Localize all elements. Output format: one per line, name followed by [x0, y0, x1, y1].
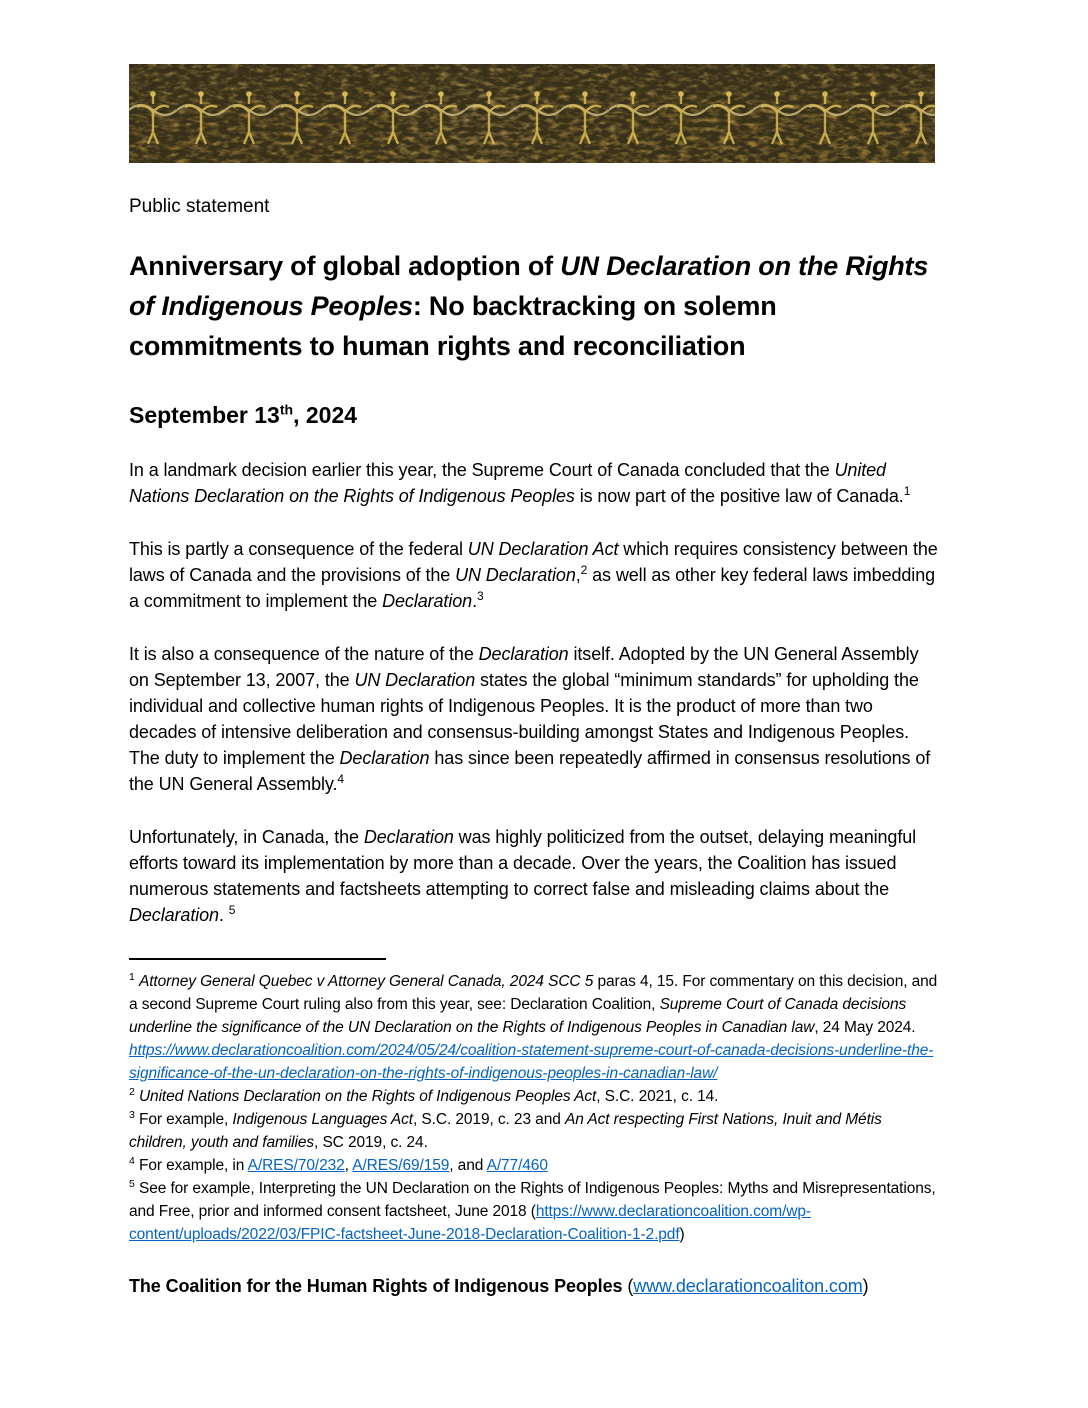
text-run: UN Declaration [455, 565, 576, 585]
text-run: This is partly a consequence of the federal [129, 539, 468, 559]
footnote-5 [129, 1177, 943, 1246]
text-run: It is also a consequence of the nature of the [129, 644, 479, 664]
superscript-reference: 2 [129, 1085, 135, 1098]
text-run: Indigenous Languages Act [232, 1111, 414, 1128]
text-run: United Nations Declaration on the Rights of Indigenous Peoples Act [138, 1088, 597, 1105]
footnote-4 [129, 1154, 943, 1177]
text-run: Declaration [129, 905, 219, 925]
hyperlink[interactable]: A/77/460 [486, 1157, 548, 1174]
text-run: , 24 May 2024. [814, 1019, 916, 1036]
text-run: Declaration [339, 748, 430, 768]
text-run: ( [622, 1276, 634, 1296]
text-run: itself. Adopted by the UN General Assembly on September 13, 2007, the [129, 644, 919, 690]
text-run: September 13 [129, 402, 280, 428]
text-run: For example, [134, 1111, 233, 1128]
text-run: Declaration [363, 827, 454, 847]
body-paragraph-2 [129, 536, 943, 614]
superscript-reference: 3 [476, 589, 484, 603]
footnote-separator [129, 958, 386, 960]
superscript-reference: 5 [228, 903, 236, 917]
text-run: paras 4, 15. For commentary on this decision, and a second Supreme Court ruling also from this year, see: Declaration Coalition, [129, 973, 938, 1013]
text-run: ) [679, 1226, 685, 1243]
body-paragraph-3 [129, 641, 943, 797]
text-run: Unfortunately, in Canada, the [129, 827, 364, 847]
superscript-reference: 4 [337, 772, 344, 786]
text-run: Attorney General Quebec v Attorney General Canada, 2024 SCC 5 [138, 973, 594, 990]
superscript-reference: 3 [129, 1108, 135, 1121]
superscript-reference: 4 [129, 1154, 135, 1167]
text-run: , S.C. 2021, c. 14. [596, 1088, 719, 1105]
text-run: . [472, 591, 477, 611]
text-run: , SC 2019, c. 24. [314, 1134, 428, 1151]
text-run: An Act respecting First Nations, Inuit and Métis children, youth and families [129, 1111, 882, 1151]
text-run: : No backtracking on solemn commitments to human rights and reconciliation [129, 291, 777, 361]
superscript-reference: 1 [903, 484, 911, 498]
text-run: UN Declaration on the Rights of Indigenous Peoples [129, 251, 929, 321]
text-run: , and [449, 1157, 487, 1174]
hyperlink[interactable]: https://www.declarationcoalition.com/wp-content/uploads/2022/03/FPIC-factsheet-June-2018-Declaration-Coalition-1-2.pdf [129, 1203, 811, 1243]
text-run: The Coalition for the Human Rights of Indigenous Peoples [129, 1276, 623, 1296]
text-run: Anniversary of global adoption of [129, 251, 561, 281]
text-run: is now part of the positive law of Canada. [574, 486, 904, 506]
superscript-reference: 1 [129, 970, 135, 983]
footnotes-section [129, 958, 943, 1246]
text-run: as well as other key federal laws imbedding a commitment to implement the [129, 565, 936, 611]
footnote-1 [129, 970, 943, 1085]
document-body [129, 194, 943, 1299]
kicker: Public statement [129, 196, 270, 217]
hyperlink[interactable]: A/RES/69/159 [352, 1157, 450, 1174]
text-run: which requires consistency between the laws of Canada and the provisions of the [129, 539, 938, 585]
banner-image [129, 64, 935, 163]
footnote-3 [129, 1108, 943, 1154]
text-run: For example, in [134, 1157, 248, 1174]
text-run: , 2024 [293, 402, 358, 428]
footer-line [129, 1273, 943, 1299]
superscript-reference: th [279, 401, 294, 418]
hyperlink[interactable]: www.declarationcoaliton.com [633, 1276, 863, 1296]
text-run: was highly politicized from the outset, delaying meaningful efforts toward its implementation by more than a decade. Over the years, the Coalition has issued numerous statements and factsheets attempting to correct false and misleading claims about the [129, 827, 917, 899]
text-run: United Nations Declaration on the Rights of Indigenous Peoples [129, 460, 886, 506]
footnote-2 [129, 1085, 943, 1108]
document-title [129, 246, 943, 366]
text-run: states the global “minimum standards” for upholding the individual and collective human rights of Indigenous Peoples. It is the product of more than two decades of intensive deliberation and consensus-building amongst States and Indigenous Peoples. The duty to implement the [129, 670, 919, 768]
text-run: UN Declaration [354, 670, 476, 690]
superscript-reference: 5 [129, 1177, 135, 1190]
date-heading [129, 400, 943, 430]
text-run: UN Declaration Act [467, 539, 619, 559]
body-paragraph-4 [129, 824, 943, 928]
text-run: Declaration [478, 644, 569, 664]
text-run: ) [862, 1276, 869, 1296]
hyperlink[interactable]: A/RES/70/232 [247, 1157, 345, 1174]
body-paragraph-1 [129, 457, 943, 509]
hyperlink[interactable]: https://www.declarationcoalition.com/2024/05/24/coalition-statement-supreme-court-of-canada-decisions-underline-the-significance-of-the-un-declaration-on-the-rights-of-indigenous-peoples-in-canadian-law/ [129, 1042, 934, 1082]
text-run: Supreme Court of Canada decisions underline the significance of the UN Declaration on the Rights of Indigenous Peoples in Canadian law [129, 996, 907, 1036]
text-run: , S.C. 2019, c. 23 and [413, 1111, 565, 1128]
text-run: Declaration [382, 591, 473, 611]
text-run: In a landmark decision earlier this year, the Supreme Court of Canada concluded that the [129, 460, 835, 480]
superscript-reference: 2 [580, 563, 588, 577]
text-run: . [218, 905, 229, 925]
text-run: , [344, 1157, 353, 1174]
text-run: has since been repeatedly affirmed in consensus resolutions of the UN General Assembly. [129, 748, 931, 794]
text-run: See for example, Interpreting the UN Declaration on the Rights of Indigenous Peoples: Myths and Misrepresentations, and Free, prior and informed consent factsheet, June 2018 ( [129, 1180, 936, 1220]
text-run: , [575, 565, 581, 585]
